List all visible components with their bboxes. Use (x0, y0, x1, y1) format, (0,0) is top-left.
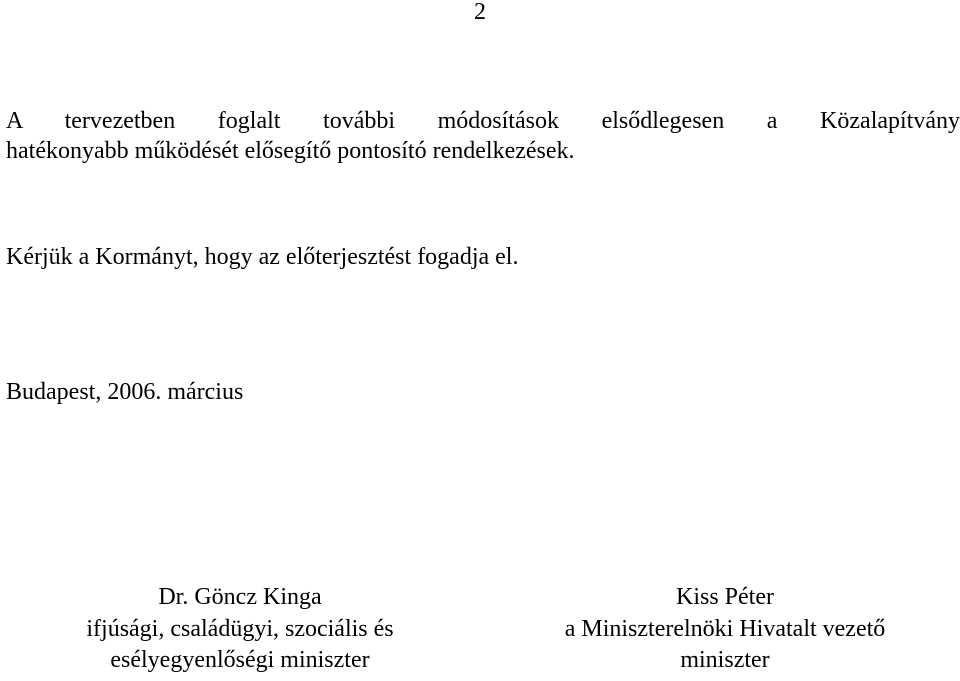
place-and-date: Budapest, 2006. március (6, 379, 244, 405)
body-paragraph-1 (6, 106, 960, 166)
signatory-name-right: Kiss Péter (676, 584, 774, 610)
signatory-title-left-line-2: esélyegyenlőségi miniszter (110, 647, 370, 674)
signatory-name-left: Dr. Göncz Kinga (158, 584, 322, 610)
signatory-title-right-line-1: a Miniszterelnöki Hivatalt vezető (564, 615, 886, 642)
signatory-title-right-line-2: miniszter (680, 647, 770, 674)
signatory-title-left-line-1: ifjúsági, családügyi, szociális és (86, 615, 394, 642)
signature-block-right (515, 582, 935, 677)
paragraph-1-line-2: hatékonyabb működését elősegítő pontosító rendelkezések. (6, 138, 575, 164)
signature-block-left (30, 582, 450, 677)
page-number: 2 (474, 0, 486, 25)
body-paragraph-2: Kérjük a Kormányt, hogy az előterjesztést fogadja el. (6, 244, 519, 270)
paragraph-1-line-1: A tervezetben foglalt további módosítások elsődlegesen a Közalapítvány (6, 108, 960, 134)
